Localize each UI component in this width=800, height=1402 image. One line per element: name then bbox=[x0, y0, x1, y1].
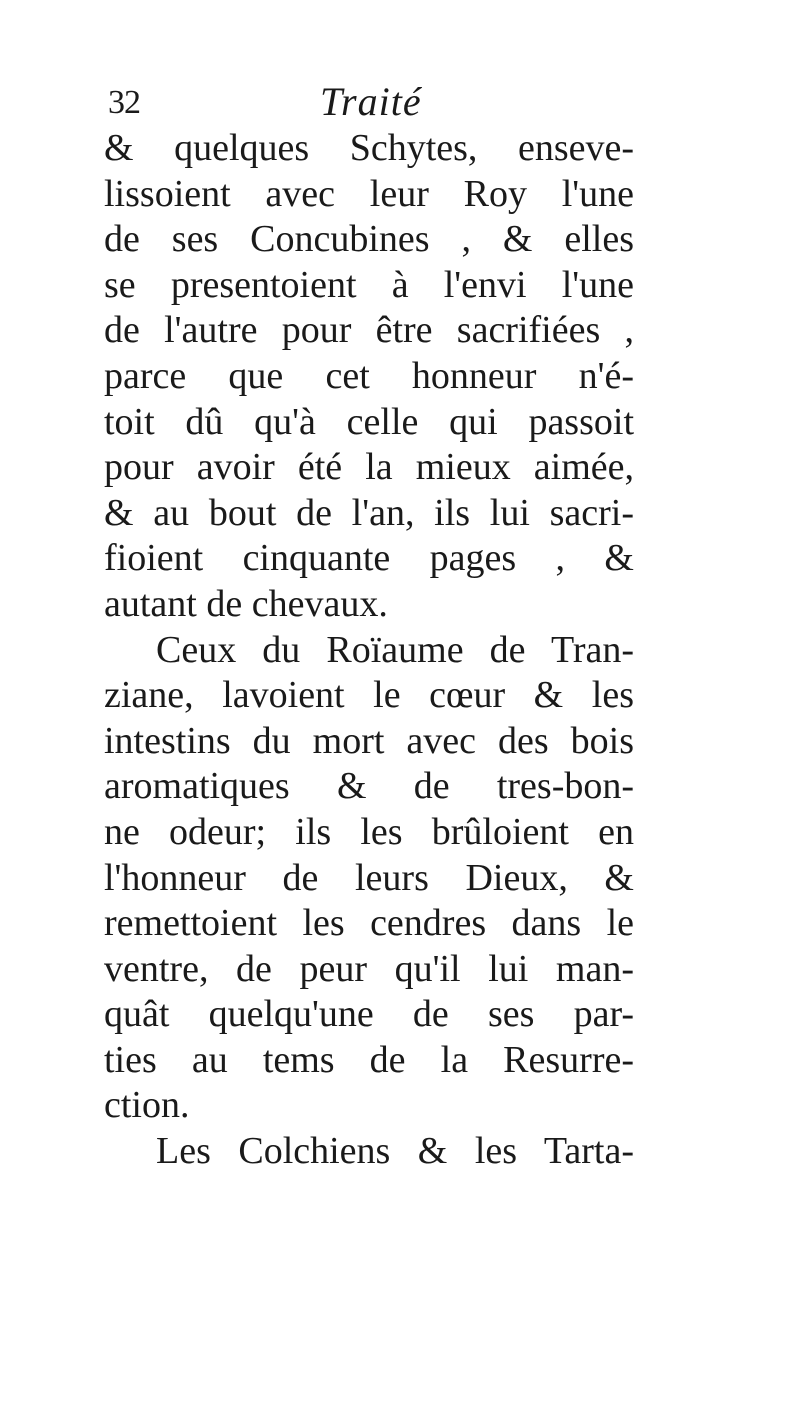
text-line: ties au tems de la Resurre- bbox=[104, 1038, 634, 1081]
text-line: lissoient avec leur Roy l'une bbox=[104, 172, 634, 215]
text-line: & au bout de l'an, ils lui sacri- bbox=[104, 491, 634, 534]
running-title: Traité bbox=[320, 79, 422, 124]
text-line: fioient cinquante pages , & bbox=[104, 537, 634, 580]
text-line: pour avoir été la mieux aimée, bbox=[104, 446, 634, 489]
text-line: ziane, lavoient le cœur & les bbox=[104, 674, 634, 717]
text-line: ne odeur; ils les brûloient en bbox=[104, 810, 634, 853]
text-line: remettoient les cendres dans le bbox=[104, 902, 634, 945]
text-line: de l'autre pour être sacrifiées , bbox=[104, 309, 634, 352]
text-line: l'honneur de leurs Dieux, & bbox=[104, 856, 634, 899]
text-line: quât quelqu'une de ses par- bbox=[104, 993, 634, 1036]
text-line: toit dû qu'à celle qui passoit bbox=[104, 400, 634, 443]
text-line: autant de chevaux. bbox=[104, 582, 388, 625]
text-line: parce que cet honneur n'é- bbox=[104, 354, 634, 397]
text-line: ction. bbox=[104, 1084, 190, 1127]
text-line: aromatiques & de tres-bon- bbox=[104, 765, 634, 808]
text-line: de ses Concubines , & elles bbox=[104, 218, 634, 261]
page-number: 32 bbox=[108, 84, 140, 121]
body-text bbox=[104, 126, 634, 1175]
running-head bbox=[104, 72, 644, 132]
text-line: intestins du mort avec des bois bbox=[104, 719, 634, 762]
text-line: se presentoient à l'envi l'une bbox=[104, 263, 634, 306]
paragraph-start-line: Ceux du Roïaume de Tran- bbox=[156, 628, 634, 671]
paragraph-start-line: Les Colchiens & les Tarta- bbox=[156, 1130, 634, 1173]
text-line: ventre, de peur qu'il lui man- bbox=[104, 947, 634, 990]
text-line: & quelques Schytes, enseve- bbox=[104, 127, 634, 169]
